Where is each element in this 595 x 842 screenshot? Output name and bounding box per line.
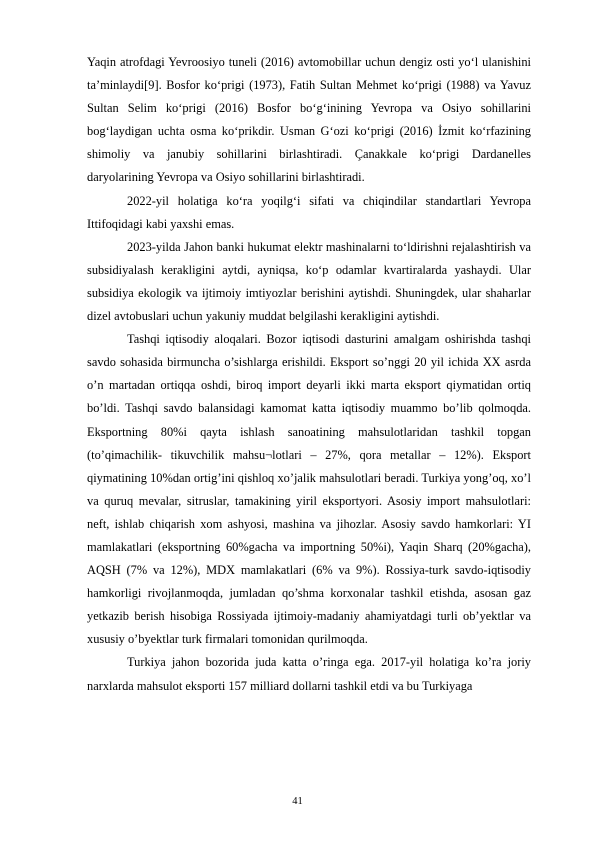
paragraph-fuel-standards: 2022-yil holatiga ko‘ra yoqilg‘i sifati va chiqindilar standartlari Yevropa Ittifoqidagi kabi yaxshi emas.: [87, 193, 531, 231]
document-body: [87, 51, 531, 698]
paragraph-tunnels-bridges: Yaqin atrofdagi Yevroosiyo tuneli (2016) avtomobillar uchun dengiz osti yo‘l ulanishini ta’minlaydi[9]. Bosfor ko‘prigi (1973), Fatih Sultan Mehmet ko‘prigi (1988) va Yavuz Sultan Selim ko‘prigi (2016) Bosfor bo‘g‘inining Yevropa va Osiyo sohillarini bog‘laydigan uchta osma ko‘prikdir. Usman G‘ozi ko‘prigi (2016) İzmit ko‘rfazining shimoliy va janubiy sohillarini birlashtiradi. Çanakkale ko‘prigi Dardanelles daryolarining Yevropa va Osiyo sohillarini birlashtiradi.: [87, 55, 531, 185]
page-number: 41: [292, 796, 303, 807]
paragraph-foreign-economic-relations: Tashqi iqtisodiy aloqalari. Bozor iqtisodi dasturini amalgam oshirishda tashqi savdo sohasida birmuncha o’sishlarga erishildi. Eksport so’nggi 20 yil ichida XX asrda o’n martadan ortiqqa oshdi, biroq import deyarli ikki marta eksport qiymatidan ortiq bo’ldi. Tashqi savdo balansidagi kamomat katta iqtisodiy muammo bo’lib qolmoqda. Eksportning 80%i qayta ishlash sanoatining mahsulotlaridan tashkil topgan (to’qimachilik- tikuvchilik mahsu¬lotlari – 27%, qora metallar – 12%). Eksport qiymatining 10%dan ortig’ini qishloq xo’jalik mahsulotlari beradi. Turkiya yong’oq, xo’l va quruq mevalar, sitruslar, tamakining yiril eksportyori. Asosiy import mahsulotlari: neft, ishlab chiqarish xom ashyosi, mashina va jihozlar. Asosiy savdo hamkorlari: YI mamlakatlari (eksportning 60%gacha va importning 50%i), Yaqin Sharq (20%gacha), AQSH (7% va 12%), MDX mamlakatlari (6% va 9%). Rossiya-turk savdo-iqtisodiy hamkorligi rivojlanmoqda, jumladan qo’shma korxonalar tashkil etishda, asosan gaz yetkazib berish hisobiga Rossiyada ijtimoiy-madaniy ahamiyatdagi turli ob’yektlar va xususiy o’byektlar turk firmalari tomonidan qurilmoqda.: [87, 332, 531, 647]
paragraph-world-bank: 2023-yilda Jahon banki hukumat elektr mashinalarni to‘ldirishni rejalashtirish va subsidiyalash kerakligini aytdi, ayniqsa, ko‘p odamlar kvartiralarda yashaydi. Ular subsidiya ekologik va ijtimoiy imtiyozlar berishini aytishdi. Shuningdek, ular shaharlar dizel avtobuslari uchun yakuniy muddat belgilashi kerakligini aytishdi.: [87, 239, 531, 324]
paragraph-world-market: Turkiya jahon bozorida juda katta o’ringa ega. 2017-yil holatiga ko’ra joriy narxlarda mahsulot eksporti 157 milliard dollarni tashkil etdi va bu Turkiyaga: [87, 655, 531, 693]
